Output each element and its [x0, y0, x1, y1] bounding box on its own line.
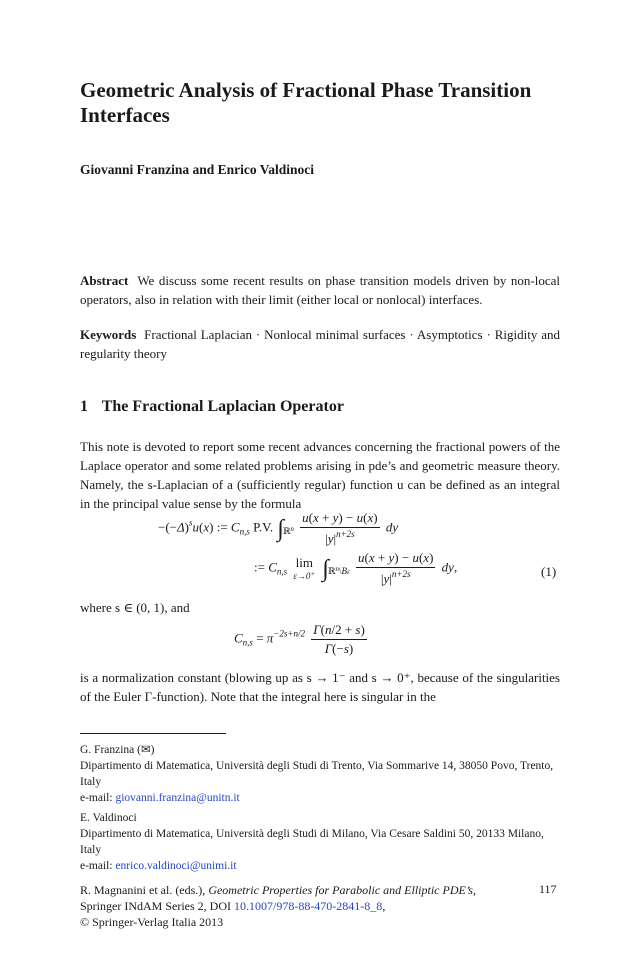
equation-line-1: $-(-\Delta)^su(x)$ := $C_{n,s}$ P.V. $\int_{ℝ^n}$ $\frac{u(x + y) - u(x)}{|y|^{n+2s}}$ dy — [158, 510, 399, 546]
author1-email-label: e-mail: — [80, 792, 113, 804]
book-editors: R. Magnanini et al. (eds.), — [80, 883, 206, 897]
abstract — [80, 271, 560, 309]
author2-email-link[interactable]: enrico.valdinoci@unimi.it — [115, 860, 237, 872]
book-copyright: © Springer-Verlag Italia 2013 — [80, 915, 224, 929]
page-number: 117 — [539, 882, 557, 896]
book-line-1: R. Magnanini et al. (eds.), Geometric Properties for Parabolic and Elliptic PDE’s, — [80, 883, 476, 897]
equation-number: (1) — [541, 564, 557, 579]
intro-paragraph: This note is devoted to report some recent advances concerning the fractional powers of the Laplace operator and some related problems arising in pde’s and geometric measure theory. Namely, the s-Laplacian of a (sufficiently regular) function u can be defined as an integral in the principal value sense by the formula — [80, 439, 560, 511]
abstract-label: Abstract — [80, 273, 129, 288]
footnote-rule — [80, 733, 226, 734]
section-heading — [80, 398, 344, 416]
keywords-label: Keywords — [80, 327, 137, 342]
author2-email-label: e-mail: — [80, 860, 113, 872]
where-text: where s ∈ (0, 1), and — [80, 600, 190, 615]
book-title: Geometric Properties for Parabolic and Elliptic PDE’s — [208, 883, 473, 897]
normalization-paragraph: is a normalization constant (blowing up as s → 1⁻ and s → 0⁺, because of the singularities of the Euler Γ-function). Note that the integral here is singular in the — [80, 670, 560, 704]
book-series: Springer INdAM Series 2, DOI — [80, 899, 231, 913]
author2-email-line — [80, 858, 560, 874]
author1-affiliation: Dipartimento di Matematica, Università degli Studi di Trento, Via Sommarive 14, 38050 Povo, Trento, Italy — [80, 760, 554, 788]
doi-link[interactable]: 10.1007/978-88-470-2841-8_8 — [233, 899, 383, 913]
paper-title: Geometric Analysis of Fractional Phase Transition Interfaces — [80, 78, 532, 127]
section-title: The Fractional Laplacian Operator — [101, 398, 344, 415]
author2-name: E. Valdinoci — [80, 812, 137, 824]
author1-email-line — [80, 790, 560, 806]
keywords-text: Fractional Laplacian · Nonlocal minimal surfaces · Asymptotics · Rigidity and regularity theory — [80, 327, 560, 361]
section-number: 1 — [80, 398, 88, 415]
equation-line-2: := $C_{n,s}$ lim ε→0+ $\int_{ℝ^n\backslash B\varepsilon}$ $\frac{u(x + y) - u(x)}{|y|^{n+2s}}$ dy, — [254, 550, 458, 586]
author-list: Giovanni Franzina and Enrico Valdinoci — [80, 162, 315, 177]
footnote-author-2 — [80, 810, 560, 874]
keywords — [80, 325, 560, 363]
abstract-text: We discuss some recent results on phase transition models driven by non-local operators, also in relation with their limit (either local or nonlocal) interfaces. — [80, 273, 560, 307]
author1-email-link[interactable]: giovanni.franzina@unitn.it — [115, 792, 240, 804]
book-citation — [80, 882, 530, 930]
author1-name: G. Franzina (✉) — [80, 744, 155, 756]
author2-affiliation: Dipartimento di Matematica, Università degli Studi di Milano, Via Cesare Saldini 50, 20133 Milano, Italy — [80, 828, 544, 856]
normalization-equation: $C_{n,s} = \pi^{-2s+n/2}$ $\frac{\Gamma(n/2 + s)}{\Gamma(-s)}$ — [234, 622, 365, 656]
footnote-author-1 — [80, 742, 560, 806]
book-line-2: Springer INdAM Series 2, DOI 10.1007/978-88-470-2841-8_8, — [80, 899, 386, 913]
